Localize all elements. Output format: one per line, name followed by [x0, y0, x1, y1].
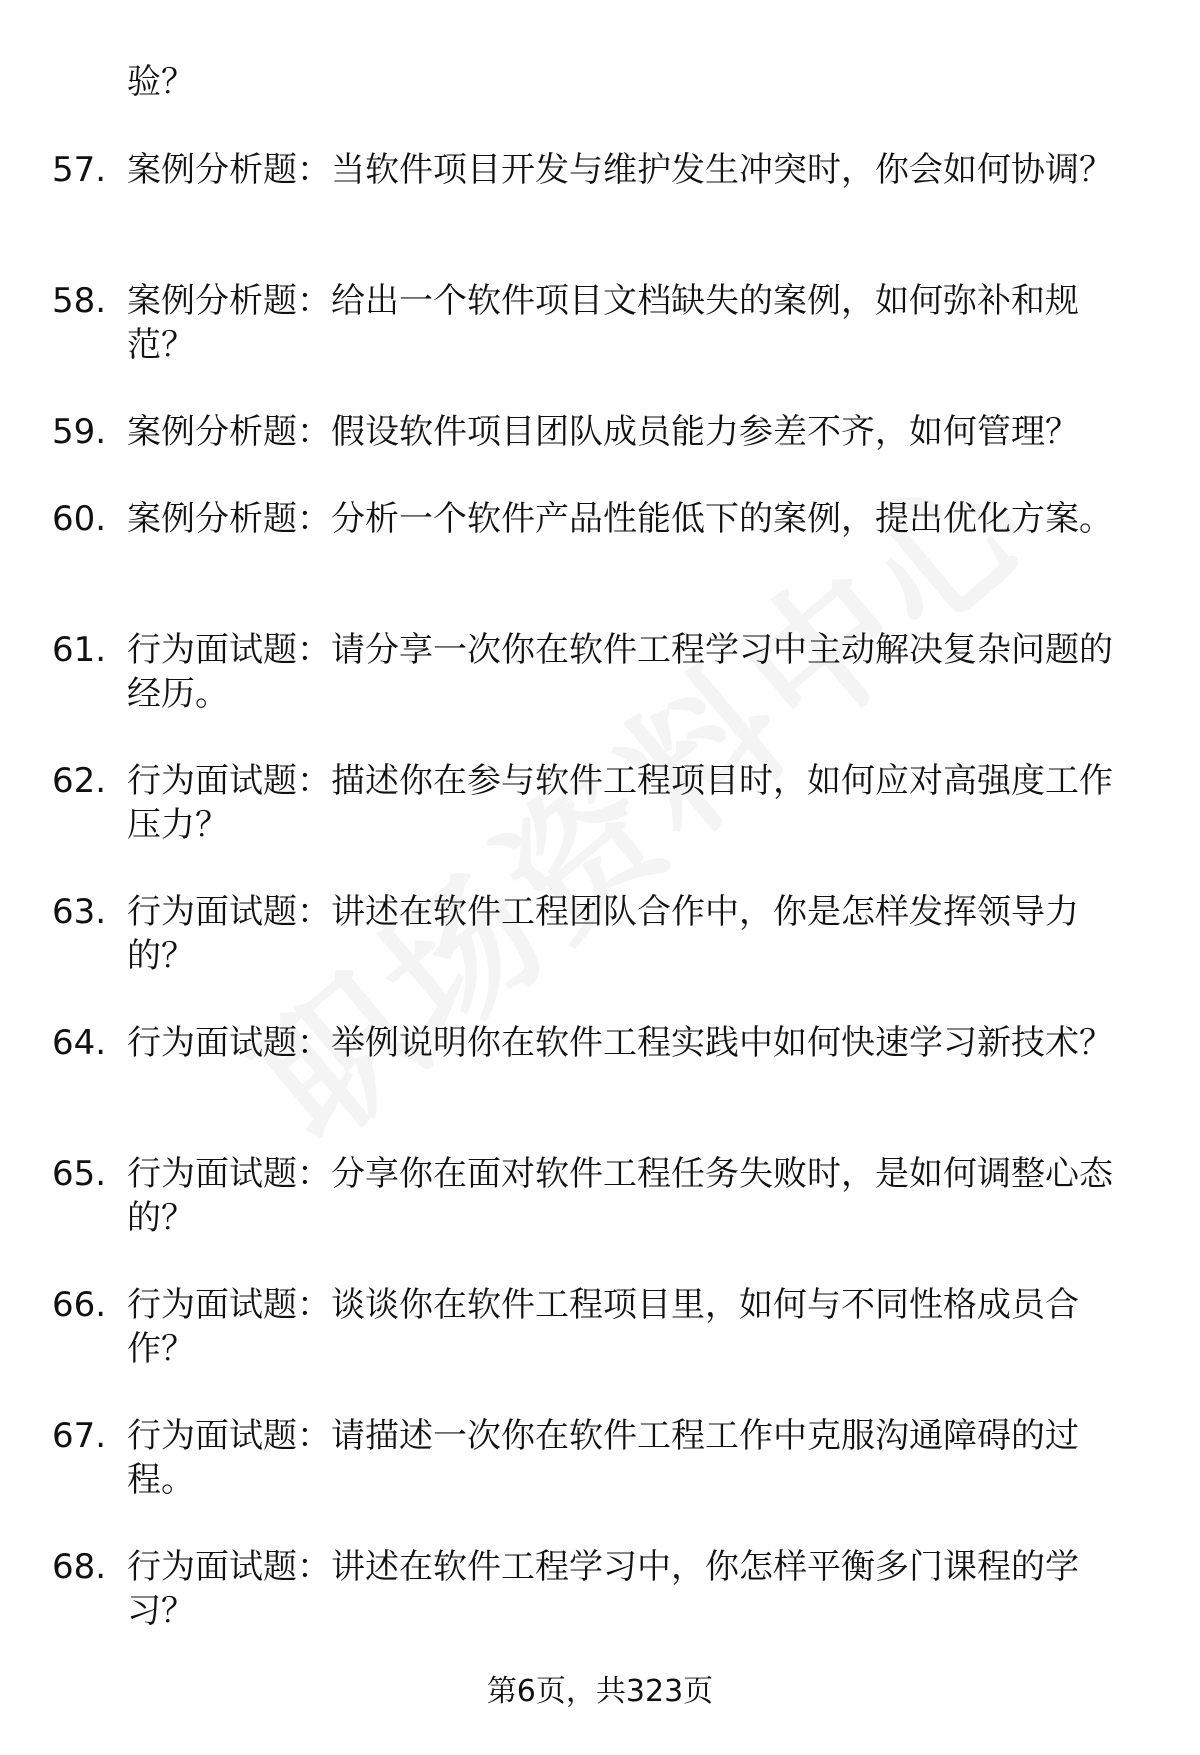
- question-text: 假设软件项目团队成员能力参差不齐，如何管理？: [331, 412, 1079, 452]
- question-text: 讲述在软件工程团队合作中，你是怎样发挥领导力的？: [127, 892, 1079, 976]
- question-category: 行为面试题：: [127, 1285, 331, 1325]
- question-number: 67.: [52, 1416, 107, 1456]
- question-text: 描述你在参与软件工程项目时，如何应对高强度工作压力？: [127, 761, 1113, 845]
- page-footer: 第6页，共323页: [486, 1674, 714, 1709]
- question-number: 60.: [52, 499, 107, 539]
- question-item: [0, 1283, 1200, 1371]
- question-number: 58.: [52, 281, 107, 321]
- question-item: [0, 1021, 1200, 1109]
- question-category: 行为面试题：: [127, 1154, 331, 1194]
- question-number: 63.: [52, 892, 107, 932]
- question-number: 59.: [52, 412, 107, 452]
- question-item: [0, 628, 1200, 716]
- question-category: 行为面试题：: [127, 630, 331, 670]
- question-number: 66.: [52, 1285, 107, 1325]
- question-text: 分析一个软件产品性能低下的案例，提出优化方案。: [331, 499, 1113, 539]
- question-number: 64.: [52, 1023, 107, 1063]
- question-item: [0, 497, 1200, 585]
- question-text: 举例说明你在软件工程实践中如何快速学习新技术？: [331, 1023, 1113, 1063]
- question-text: 给出一个软件项目文档缺失的案例，如何弥补和规范？: [127, 281, 1079, 365]
- question-text: 谈谈你在软件工程项目里，如何与不同性格成员合作？: [127, 1285, 1079, 1369]
- question-category: 案例分析题：: [127, 412, 331, 452]
- question-text: 分享你在面对软件工程任务失败时，是如何调整心态的？: [127, 1154, 1113, 1238]
- question-category: 行为面试题：: [127, 761, 331, 801]
- question-number: 57.: [52, 150, 107, 190]
- question-category: 行为面试题：: [127, 1023, 331, 1063]
- question-text: 请描述一次你在软件工程工作中克服沟通障碍的过程。: [127, 1416, 1079, 1500]
- question-item: [0, 1545, 1200, 1633]
- question-category: 案例分析题：: [127, 150, 331, 190]
- question-item: [0, 148, 1200, 236]
- question-item: [0, 1414, 1200, 1502]
- question-category: 行为面试题：: [127, 892, 331, 932]
- question-category: 案例分析题：: [127, 281, 331, 321]
- question-text: 请分享一次你在软件工程学习中主动解决复杂问题的经历。: [127, 630, 1113, 714]
- question-item: [0, 890, 1200, 978]
- question-number: 62.: [52, 761, 107, 801]
- question-list: [0, 148, 1200, 1676]
- question-item: [0, 759, 1200, 847]
- question-number: 68.: [52, 1547, 107, 1587]
- question-item: [0, 279, 1200, 367]
- question-item: [0, 410, 1200, 454]
- question-text: 当软件项目开发与维护发生冲突时，你会如何协调？: [331, 150, 1113, 190]
- question-category: 案例分析题：: [127, 499, 331, 539]
- question-category: 行为面试题：: [127, 1416, 331, 1456]
- continuation-text: 验？: [127, 62, 195, 102]
- question-number: 65.: [52, 1154, 107, 1194]
- question-item: [0, 1152, 1200, 1240]
- question-text: 讲述在软件工程学习中，你怎样平衡多门课程的学习？: [127, 1547, 1079, 1631]
- question-category: 行为面试题：: [127, 1547, 331, 1587]
- question-number: 61.: [52, 630, 107, 670]
